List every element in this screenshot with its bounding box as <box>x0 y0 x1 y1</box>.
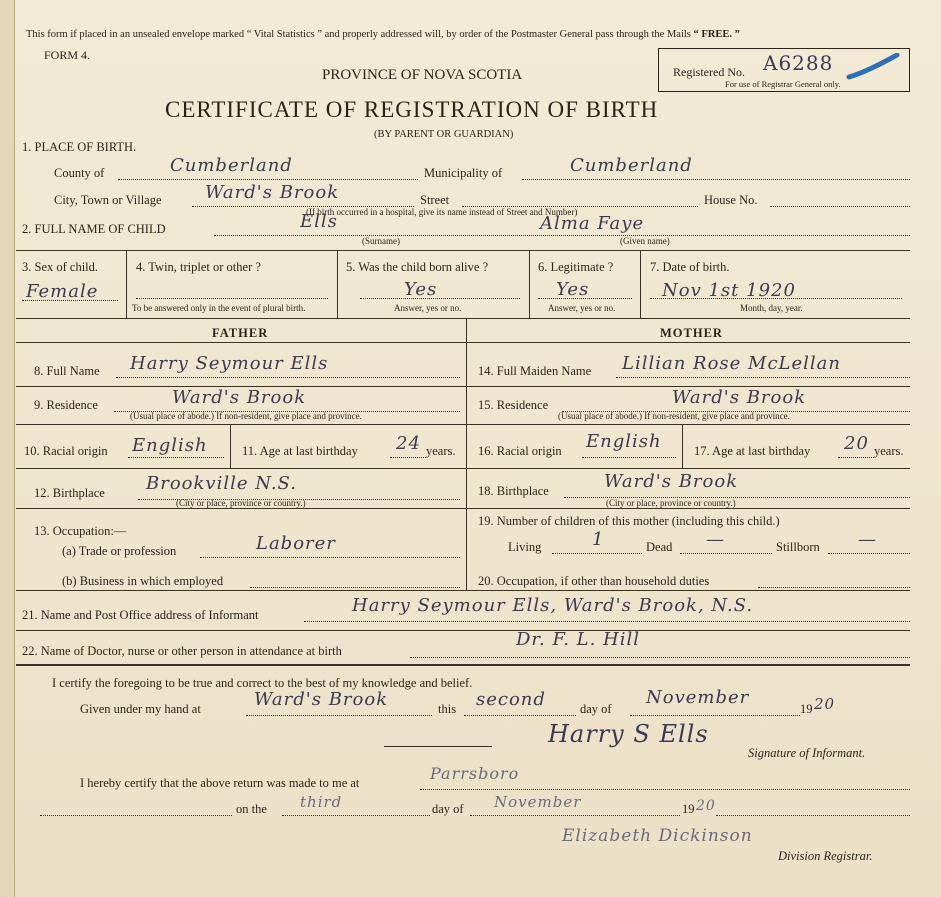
father-years: years. <box>426 444 456 458</box>
registration-year: 20 <box>696 798 716 814</box>
city-value: Ward's Brook <box>205 182 340 203</box>
on-label: on the <box>236 802 267 816</box>
father-residence: Ward's Brook <box>172 387 307 408</box>
alive-note: Answer, yes or no. <box>394 303 462 313</box>
given-place: Ward's Brook <box>254 689 389 710</box>
given-label: Given under my hand at <box>80 702 201 716</box>
dob-note: Month, day, year. <box>740 303 803 313</box>
informant-label: 21. Name and Post Office address of Informant <box>22 608 259 622</box>
informant-value: Harry Seymour Ells, Ward's Brook, N.S. <box>352 595 754 616</box>
dead-value: — <box>706 529 725 550</box>
hospital-note: (If birth occurred in a hospital, give its name instead of Street and Number) <box>306 207 578 217</box>
living-value: 1 <box>592 529 605 550</box>
mother-residence: Ward's Brook <box>672 387 807 408</box>
informant-signature: Harry S Ells <box>548 720 709 748</box>
mail-notice <box>26 30 740 40</box>
registrar-label: Division Registrar. <box>778 849 873 863</box>
this-label: this <box>438 702 457 716</box>
father-heading: FATHER <box>212 326 269 340</box>
registrar-signature: Elizabeth Dickinson <box>562 826 753 846</box>
given-day: second <box>476 689 546 710</box>
parent-divider <box>466 318 467 590</box>
twin-label: 4. Twin, triplet or other ? <box>136 260 261 274</box>
sex-value: Female <box>26 281 99 302</box>
living-label: Living <box>508 540 542 554</box>
twin-note: To be answered only in the event of plural birth. <box>132 303 306 313</box>
legitimate-value: Yes <box>556 279 590 300</box>
mother-name-label: 14. Full Maiden Name <box>478 364 592 378</box>
province-heading: PROVINCE OF NOVA SCOTIA <box>322 67 523 83</box>
city-label: City, Town or Village <box>54 193 162 207</box>
reg-label: Registered No. <box>673 65 745 79</box>
cert-statement: I certify the foregoing to be true and correct to the best of my knowledge and belief. <box>52 676 473 690</box>
father-race: English <box>132 435 208 456</box>
free-mark: “ FREE. ” <box>693 29 740 40</box>
alive-label: 5. Was the child born alive ? <box>346 260 489 274</box>
mother-residence-note: (Usual place of abode.) If non-resident, give place and province. <box>558 411 790 421</box>
father-trade: Laborer <box>256 533 336 554</box>
cert-divider <box>16 664 910 666</box>
alive-value: Yes <box>404 279 438 300</box>
father-residence-note: (Usual place of abode.) If non-resident, give place and province. <box>130 411 362 421</box>
occupation-label: 13. Occupation:— <box>34 524 127 538</box>
house-label: House No. <box>704 193 758 207</box>
stillborn-label: Stillborn <box>776 540 820 554</box>
divider-row3-top <box>16 250 910 251</box>
given-year-prefix: 19 <box>800 702 813 716</box>
street-label: Street <box>420 193 450 207</box>
child-name-label: 2. FULL NAME OF CHILD <box>22 222 166 236</box>
dayof-label: day of <box>580 702 612 716</box>
given-month: November <box>646 687 750 708</box>
form-number: FORM 4. <box>44 48 91 62</box>
municipality-label: Municipality of <box>424 166 503 180</box>
mother-birthplace-label: 18. Birthplace <box>478 484 549 498</box>
mother-occupation-label: 20. Occupation, if other than household duties <box>478 574 710 588</box>
mother-birthplace: Ward's Brook <box>604 471 739 492</box>
given-note: (Given name) <box>620 236 670 246</box>
sex-label: 3. Sex of child. <box>22 260 99 274</box>
registrar-statement: I hereby certify that the above return was made to me at <box>80 776 360 790</box>
dead-label: Dead <box>646 540 673 554</box>
legitimate-note: Answer, yes or no. <box>548 303 616 313</box>
child-given-name: Alma Faye <box>540 213 645 234</box>
place-heading: 1. PLACE OF BIRTH. <box>22 140 137 154</box>
page-title: CERTIFICATE OF REGISTRATION OF BIRTH <box>165 97 659 122</box>
father-name-label: 8. Full Name <box>34 364 100 378</box>
legitimate-label: 6. Legitimate ? <box>538 260 614 274</box>
dayof2-label: day of <box>432 802 464 816</box>
father-birthplace-label: 12. Birthplace <box>34 486 105 500</box>
registration-box <box>658 48 910 92</box>
doctor-label: 22. Name of Doctor, nurse or other person in attendance at birth <box>22 644 342 658</box>
dob-value: Nov 1st 1920 <box>662 280 796 301</box>
municipality-value: Cumberland <box>570 155 693 176</box>
father-age-label: 11. Age at last birthday <box>242 444 358 458</box>
given-year: 20 <box>814 695 836 713</box>
business-label: (b) Business in which employed <box>62 574 224 588</box>
county-label: County of <box>54 166 105 180</box>
mail-notice-text: This form if placed in an unsealed envelope marked “ Vital Statistics ” and properly addressed will, by order of the Postmaster General pass through the Mails <box>26 29 691 40</box>
reg-value: A6288 <box>763 51 834 75</box>
stillborn-value: — <box>858 529 877 550</box>
registration-year-prefix: 19 <box>682 802 695 816</box>
father-name: Harry Seymour Ells <box>130 353 329 374</box>
mother-birthplace-note: (City or place, province or country.) <box>606 498 736 508</box>
divider-row3-bottom <box>16 318 910 319</box>
mother-heading: MOTHER <box>660 326 723 340</box>
children-label: 19. Number of children of this mother (including this child.) <box>478 514 780 528</box>
registration-day: third <box>300 793 343 811</box>
dob-label: 7. Date of birth. <box>650 260 730 274</box>
doctor-value: Dr. F. L. Hill <box>516 629 640 650</box>
mother-race-label: 16. Racial origin <box>478 444 562 458</box>
reg-note: For use of Registrar General only. <box>725 79 841 89</box>
mother-years: years. <box>874 444 904 458</box>
blue-check-mark <box>845 53 901 83</box>
county-value: Cumberland <box>170 155 293 176</box>
signature-label: Signature of Informant. <box>748 746 866 760</box>
registration-place: Parrsboro <box>430 764 520 783</box>
trade-label: (a) Trade or profession <box>62 544 177 558</box>
child-surname: Ells <box>300 211 338 232</box>
father-residence-label: 9. Residence <box>34 398 98 412</box>
surname-note: (Surname) <box>362 236 400 246</box>
mother-race: English <box>586 431 662 452</box>
mother-age-label: 17. Age at last birthday <box>694 444 811 458</box>
registration-month: November <box>494 793 582 811</box>
father-birthplace: Brookville N.S. <box>146 473 297 494</box>
father-birthplace-note: (City or place, province or country.) <box>176 498 306 508</box>
father-age: 24 <box>396 433 421 454</box>
binding-edge <box>0 0 15 897</box>
mother-age: 20 <box>844 433 869 454</box>
mother-name: Lillian Rose McLellan <box>622 353 841 374</box>
father-race-label: 10. Racial origin <box>24 444 108 458</box>
mother-residence-label: 15. Residence <box>478 398 549 412</box>
page-subtitle: (BY PARENT OR GUARDIAN) <box>374 129 514 140</box>
